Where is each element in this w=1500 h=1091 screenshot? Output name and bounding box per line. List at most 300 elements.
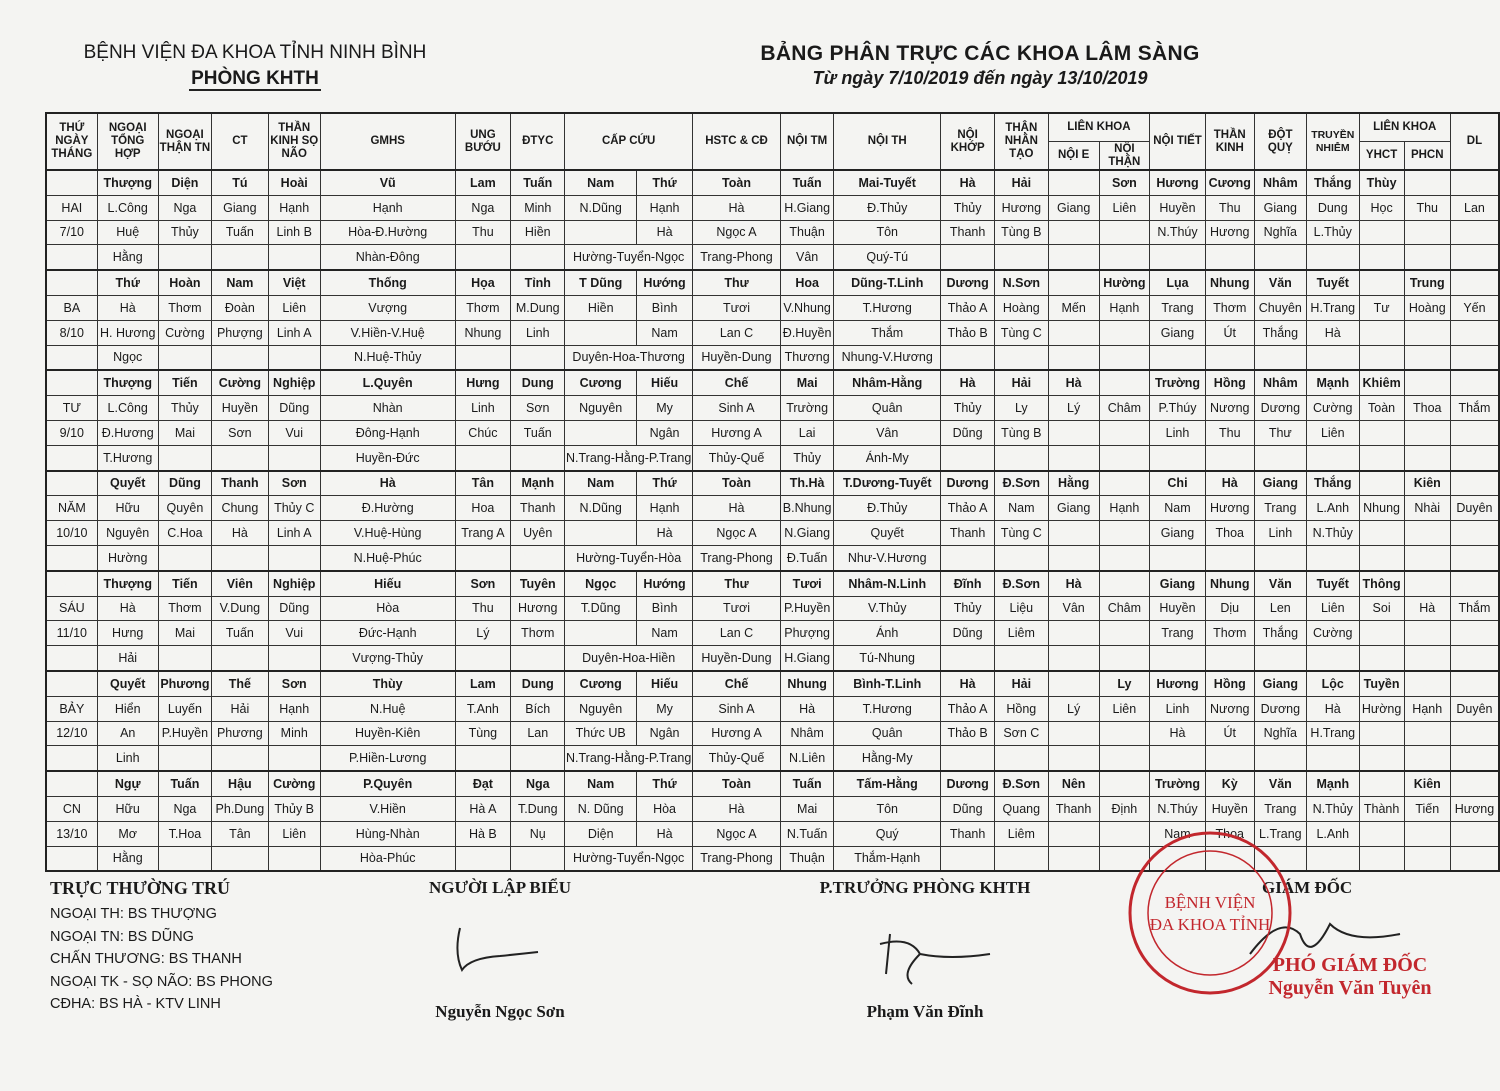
schedule-cell: Vui bbox=[268, 420, 320, 445]
schedule-cell: Út bbox=[1205, 320, 1254, 345]
schedule-cell: Thủy bbox=[781, 445, 834, 470]
schedule-cell: Tùng C bbox=[995, 320, 1049, 345]
schedule-cell bbox=[1099, 721, 1150, 746]
schedule-cell: Cường bbox=[268, 771, 320, 796]
schedule-cell: My bbox=[637, 396, 693, 421]
schedule-cell: Thanh bbox=[941, 220, 995, 245]
schedule-cell: Nhung bbox=[781, 671, 834, 696]
schedule-cell: Vượng-Thủy bbox=[320, 646, 455, 671]
day-cell bbox=[46, 170, 97, 195]
schedule-cell bbox=[1254, 646, 1306, 671]
deputy-title: PHÓ GIÁM ĐỐC bbox=[1272, 954, 1428, 976]
schedule-cell: Bình-T.Linh bbox=[834, 671, 941, 696]
schedule-cell: Giang bbox=[1254, 671, 1306, 696]
schedule-cell: Hưng bbox=[455, 370, 511, 395]
schedule-cell bbox=[1205, 345, 1254, 370]
schedule-cell: Tùng C bbox=[995, 521, 1049, 546]
schedule-cell: Thủy bbox=[158, 220, 211, 245]
schedule-cell bbox=[511, 846, 565, 871]
schedule-row bbox=[46, 621, 1499, 646]
schedule-cell: Huyền bbox=[1150, 195, 1206, 220]
schedule-cell: N.Thủy bbox=[1306, 521, 1359, 546]
day-cell: SÁU bbox=[46, 596, 97, 621]
schedule-cell bbox=[1099, 345, 1150, 370]
schedule-cell bbox=[1450, 245, 1499, 270]
schedule-cell bbox=[1404, 245, 1450, 270]
schedule-row bbox=[46, 771, 1499, 796]
director-title: GIÁM ĐỐC bbox=[1262, 878, 1353, 897]
schedule-cell: Toàn bbox=[693, 471, 781, 496]
schedule-cell: L.Anh bbox=[1306, 496, 1359, 521]
day-cell bbox=[46, 471, 97, 496]
schedule-cell bbox=[158, 445, 211, 470]
schedule-cell bbox=[1150, 545, 1206, 570]
schedule-cell: Thượng bbox=[97, 571, 158, 596]
schedule-cell bbox=[1404, 846, 1450, 871]
schedule-cell: Hà bbox=[637, 821, 693, 846]
schedule-cell: T.Hoa bbox=[158, 821, 211, 846]
schedule-cell: Ngọc bbox=[97, 345, 158, 370]
schedule-cell: Hướng bbox=[637, 270, 693, 295]
schedule-cell: Lan bbox=[511, 721, 565, 746]
schedule-cell bbox=[511, 445, 565, 470]
schedule-cell: Thủy-Quế bbox=[693, 445, 781, 470]
schedule-cell: Thơm bbox=[158, 596, 211, 621]
schedule-cell bbox=[1150, 345, 1206, 370]
schedule-cell: Hạnh bbox=[637, 496, 693, 521]
schedule-cell bbox=[1450, 621, 1499, 646]
schedule-cell: Thùy bbox=[320, 671, 455, 696]
schedule-cell: H.Giang bbox=[781, 646, 834, 671]
schedule-cell: Ngọc bbox=[565, 571, 637, 596]
schedule-cell: Huyền-Đức bbox=[320, 445, 455, 470]
schedule-cell bbox=[1099, 646, 1150, 671]
schedule-cell bbox=[1359, 270, 1404, 295]
schedule-cell bbox=[1450, 270, 1499, 295]
schedule-body bbox=[46, 170, 1499, 871]
schedule-cell bbox=[1404, 220, 1450, 245]
schedule-cell: Nam bbox=[1150, 496, 1206, 521]
schedule-cell: Hải bbox=[995, 671, 1049, 696]
schedule-cell: Luyến bbox=[158, 696, 211, 721]
schedule-cell: Đ.Sơn bbox=[995, 571, 1049, 596]
schedule-cell: Dịu bbox=[1205, 596, 1254, 621]
schedule-cell bbox=[1099, 746, 1150, 771]
schedule-cell bbox=[1359, 545, 1404, 570]
schedule-cell: Học bbox=[1359, 195, 1404, 220]
schedule-row bbox=[46, 521, 1499, 546]
schedule-cell: Dũng bbox=[268, 396, 320, 421]
schedule-cell: Phương bbox=[212, 721, 269, 746]
schedule-cell: Chế bbox=[693, 671, 781, 696]
schedule-cell bbox=[941, 345, 995, 370]
schedule-cell: Văn bbox=[1254, 771, 1306, 796]
schedule-cell: Hạnh bbox=[1099, 295, 1150, 320]
schedule-cell: Giang bbox=[1254, 195, 1306, 220]
schedule-cell: Mai bbox=[158, 621, 211, 646]
schedule-cell bbox=[455, 646, 511, 671]
schedule-cell: Lộc bbox=[1306, 671, 1359, 696]
schedule-cell: Toàn bbox=[693, 170, 781, 195]
schedule-cell bbox=[1099, 320, 1150, 345]
schedule-cell: Tỉnh bbox=[511, 270, 565, 295]
schedule-cell: Hà bbox=[941, 671, 995, 696]
schedule-cell: Thanh bbox=[511, 496, 565, 521]
schedule-cell: Hưng bbox=[97, 621, 158, 646]
schedule-cell: Nga bbox=[511, 771, 565, 796]
schedule-cell: Thắm bbox=[1450, 396, 1499, 421]
day-cell: 11/10 bbox=[46, 621, 97, 646]
schedule-cell: Châm bbox=[1099, 396, 1150, 421]
schedule-cell: Hòa bbox=[637, 796, 693, 821]
schedule-cell: Tấm-Hằng bbox=[834, 771, 941, 796]
schedule-cell bbox=[941, 245, 995, 270]
schedule-cell: Liêm bbox=[995, 821, 1049, 846]
schedule-cell: Linh bbox=[1150, 696, 1206, 721]
schedule-cell: Út bbox=[1205, 721, 1254, 746]
schedule-cell: Thu bbox=[1404, 195, 1450, 220]
schedule-cell bbox=[1099, 571, 1150, 596]
schedule-cell: Tân bbox=[455, 471, 511, 496]
schedule-cell: Nương bbox=[1205, 696, 1254, 721]
schedule-cell bbox=[1048, 220, 1099, 245]
schedule-cell bbox=[1048, 646, 1099, 671]
schedule-cell: Bích bbox=[511, 696, 565, 721]
schedule-cell bbox=[1359, 445, 1404, 470]
schedule-cell: Hà bbox=[1306, 320, 1359, 345]
schedule-row bbox=[46, 596, 1499, 621]
day-cell bbox=[46, 771, 97, 796]
schedule-cell: Tiến bbox=[158, 370, 211, 395]
schedule-cell bbox=[1048, 270, 1099, 295]
col-dl: DL bbox=[1450, 113, 1499, 170]
col-phcn: PHCN bbox=[1404, 142, 1450, 171]
schedule-row bbox=[46, 746, 1499, 771]
schedule-cell bbox=[268, 545, 320, 570]
schedule-cell: N.Sơn bbox=[995, 270, 1049, 295]
schedule-cell: Nguyên bbox=[565, 696, 637, 721]
schedule-cell bbox=[158, 345, 211, 370]
schedule-cell: Len bbox=[1254, 596, 1306, 621]
schedule-cell bbox=[511, 646, 565, 671]
col-truyen-nhiem: TRUYỀN NHIỄM bbox=[1306, 113, 1359, 170]
schedule-cell: V.Thủy bbox=[834, 596, 941, 621]
schedule-cell: Dương bbox=[941, 270, 995, 295]
schedule-cell: Hồng bbox=[1205, 370, 1254, 395]
header-left bbox=[0, 42, 510, 90]
schedule-cell: N.Giang bbox=[781, 521, 834, 546]
schedule-cell: Nhung-V.Hương bbox=[834, 345, 941, 370]
schedule-cell: Thơm bbox=[1205, 621, 1254, 646]
schedule-cell: Dung bbox=[511, 671, 565, 696]
schedule-cell: Sinh A bbox=[693, 396, 781, 421]
schedule-cell bbox=[565, 420, 637, 445]
schedule-cell: V.Hiền bbox=[320, 796, 455, 821]
schedule-cell: Nam bbox=[565, 471, 637, 496]
schedule-row bbox=[46, 646, 1499, 671]
schedule-cell: V.Nhung bbox=[781, 295, 834, 320]
col-cap-cuu: CẤP CỨU bbox=[565, 113, 693, 170]
schedule-cell: Đĩnh bbox=[941, 571, 995, 596]
col-ct: CT bbox=[212, 113, 269, 170]
schedule-cell: Nghiệp bbox=[268, 370, 320, 395]
day-cell: 10/10 bbox=[46, 521, 97, 546]
schedule-cell: Diện bbox=[158, 170, 211, 195]
head-title: P.TRƯỞNG PHÒNG KHTH bbox=[819, 878, 1031, 897]
schedule-cell: Hà bbox=[1048, 370, 1099, 395]
schedule-cell: Tùng bbox=[455, 721, 511, 746]
schedule-cell: Hà bbox=[212, 521, 269, 546]
prepared-by-name: Nguyễn Ngọc Sơn bbox=[435, 1002, 565, 1021]
schedule-cell bbox=[1205, 545, 1254, 570]
schedule-cell: Thanh bbox=[212, 471, 269, 496]
schedule-cell bbox=[511, 746, 565, 771]
schedule-cell bbox=[1306, 545, 1359, 570]
schedule-cell: Nên bbox=[1048, 771, 1099, 796]
schedule-cell: Thắm bbox=[834, 320, 941, 345]
schedule-cell: Sơn bbox=[212, 420, 269, 445]
schedule-cell: Hà bbox=[1404, 596, 1450, 621]
schedule-cell: V.Hiền-V.Huệ bbox=[320, 320, 455, 345]
schedule-cell: Liên bbox=[1099, 195, 1150, 220]
schedule-cell: Thức UB bbox=[565, 721, 637, 746]
schedule-cell bbox=[158, 846, 211, 871]
schedule-cell bbox=[941, 746, 995, 771]
col-noi-khop: NỘI KHỚP bbox=[941, 113, 995, 170]
schedule-cell: Hùng-Nhàn bbox=[320, 821, 455, 846]
schedule-row bbox=[46, 696, 1499, 721]
schedule-cell: Dũng bbox=[941, 796, 995, 821]
col-noi-th: NỘI TH bbox=[834, 113, 941, 170]
schedule-cell: N.Thúy bbox=[1150, 220, 1206, 245]
schedule-cell: Nguyên bbox=[565, 396, 637, 421]
schedule-cell: L.Công bbox=[97, 195, 158, 220]
schedule-cell: Thắng bbox=[1254, 320, 1306, 345]
schedule-cell: Thuận bbox=[781, 220, 834, 245]
schedule-cell: Tôn bbox=[834, 220, 941, 245]
schedule-cell: Th.Hà bbox=[781, 471, 834, 496]
schedule-cell: Tuấn bbox=[212, 220, 269, 245]
schedule-cell bbox=[1450, 170, 1499, 195]
day-cell: TƯ bbox=[46, 396, 97, 421]
schedule-cell bbox=[1306, 345, 1359, 370]
schedule-cell: Hải bbox=[212, 696, 269, 721]
day-cell: NĂM bbox=[46, 496, 97, 521]
schedule-cell bbox=[1404, 521, 1450, 546]
schedule-cell: Phương bbox=[158, 671, 211, 696]
schedule-cell: Thảo B bbox=[941, 320, 995, 345]
resident-duty-line: NGOẠI TN: BS DŨNG bbox=[50, 928, 194, 945]
schedule-cell: Thu bbox=[1205, 195, 1254, 220]
schedule-cell: Thảo A bbox=[941, 696, 995, 721]
schedule-cell: H.Trang bbox=[1306, 295, 1359, 320]
schedule-cell bbox=[1048, 721, 1099, 746]
schedule-cell bbox=[1450, 445, 1499, 470]
schedule-cell: Trang A bbox=[455, 521, 511, 546]
schedule-cell: Tiến bbox=[1404, 796, 1450, 821]
schedule-cell bbox=[1450, 746, 1499, 771]
schedule-cell: Cường bbox=[212, 370, 269, 395]
schedule-cell bbox=[1404, 571, 1450, 596]
schedule-cell bbox=[1099, 370, 1150, 395]
schedule-cell: Lụa bbox=[1150, 270, 1206, 295]
day-cell: BA bbox=[46, 295, 97, 320]
schedule-cell: Thượng bbox=[97, 170, 158, 195]
schedule-cell: Liên bbox=[1099, 696, 1150, 721]
schedule-cell: Hiếu bbox=[637, 671, 693, 696]
schedule-cell: Giang bbox=[212, 195, 269, 220]
schedule-cell: Chúc bbox=[455, 420, 511, 445]
schedule-cell: Chi bbox=[1150, 471, 1206, 496]
schedule-cell: Hà bbox=[97, 295, 158, 320]
schedule-cell bbox=[1205, 746, 1254, 771]
schedule-cell: Nam bbox=[995, 496, 1049, 521]
schedule-cell: Thơm bbox=[1205, 295, 1254, 320]
schedule-cell: Tùng B bbox=[995, 420, 1049, 445]
schedule-cell: Nghĩa bbox=[1254, 220, 1306, 245]
schedule-row bbox=[46, 170, 1499, 195]
schedule-cell: Hướng bbox=[637, 571, 693, 596]
schedule-cell bbox=[1359, 746, 1404, 771]
schedule-cell: Cường bbox=[1306, 396, 1359, 421]
day-cell bbox=[46, 370, 97, 395]
schedule-cell bbox=[565, 621, 637, 646]
schedule-cell: Trang bbox=[1150, 295, 1206, 320]
day-cell: HAI bbox=[46, 195, 97, 220]
schedule-cell: Ngọc A bbox=[693, 220, 781, 245]
schedule-cell bbox=[1359, 471, 1404, 496]
schedule-cell: N.Thủy bbox=[1306, 796, 1359, 821]
schedule-cell: N.Trang-Hằng-P.Trang bbox=[565, 445, 693, 470]
schedule-cell: Cường bbox=[158, 320, 211, 345]
schedule-cell: Khiêm bbox=[1359, 370, 1404, 395]
header-right bbox=[700, 42, 1260, 89]
schedule-cell bbox=[1048, 821, 1099, 846]
schedule-row bbox=[46, 345, 1499, 370]
schedule-cell: N.Huệ bbox=[320, 696, 455, 721]
schedule-cell: Thơm bbox=[511, 621, 565, 646]
schedule-cell: Hương bbox=[1150, 170, 1206, 195]
schedule-cell: Linh B bbox=[268, 220, 320, 245]
schedule-cell: Hiển bbox=[97, 696, 158, 721]
schedule-cell: Lan C bbox=[693, 320, 781, 345]
schedule-cell: Sơn C bbox=[995, 721, 1049, 746]
prepared-by-title: NGƯỜI LẬP BIỂU bbox=[428, 878, 571, 897]
schedule-cell bbox=[268, 245, 320, 270]
col-noi-than: NỘI THẬN bbox=[1099, 142, 1150, 171]
col-noi-e: NỘI E bbox=[1048, 142, 1099, 171]
schedule-cell bbox=[1359, 420, 1404, 445]
schedule-cell: Hà bbox=[320, 471, 455, 496]
col-day: THỨ NGÀY THÁNG bbox=[46, 113, 97, 170]
schedule-cell: Sơn bbox=[268, 471, 320, 496]
schedule-cell: Hường bbox=[1359, 696, 1404, 721]
schedule-cell: Hữu bbox=[97, 796, 158, 821]
schedule-cell: Nam bbox=[637, 621, 693, 646]
schedule-cell: Tươi bbox=[693, 596, 781, 621]
schedule-cell: Phượng bbox=[212, 320, 269, 345]
schedule-cell bbox=[1404, 445, 1450, 470]
schedule-cell: Đ.Huyền bbox=[781, 320, 834, 345]
schedule-cell: Tươi bbox=[781, 571, 834, 596]
schedule-cell bbox=[1048, 545, 1099, 570]
hospital-name: BỆNH VIỆN ĐA KHOA TỈNH NINH BÌNH bbox=[83, 42, 427, 63]
schedule-cell: Hương A bbox=[693, 721, 781, 746]
schedule-cell bbox=[1404, 545, 1450, 570]
col-ung-buou: UNG BƯỚU bbox=[455, 113, 511, 170]
schedule-cell bbox=[1359, 220, 1404, 245]
day-cell bbox=[46, 646, 97, 671]
schedule-cell bbox=[1048, 846, 1099, 871]
schedule-cell: Tuấn bbox=[212, 621, 269, 646]
schedule-cell: Đ.Hương bbox=[97, 420, 158, 445]
col-hstc-cd: HSTC & CĐ bbox=[693, 113, 781, 170]
schedule-cell bbox=[941, 445, 995, 470]
schedule-cell: Trường bbox=[781, 396, 834, 421]
schedule-cell bbox=[565, 521, 637, 546]
schedule-cell: Thu bbox=[1205, 420, 1254, 445]
schedule-cell: Dũng bbox=[941, 420, 995, 445]
schedule-cell bbox=[1450, 471, 1499, 496]
schedule-cell bbox=[1048, 245, 1099, 270]
schedule-cell: Giang bbox=[1150, 521, 1206, 546]
schedule-cell: N.Thúy bbox=[1150, 796, 1206, 821]
schedule-cell: Duyên bbox=[1450, 696, 1499, 721]
schedule-cell: Hữu bbox=[97, 496, 158, 521]
schedule-cell bbox=[268, 846, 320, 871]
schedule-row bbox=[46, 220, 1499, 245]
schedule-cell: Đạt bbox=[455, 771, 511, 796]
schedule-cell: Mến bbox=[1048, 295, 1099, 320]
schedule-cell: Linh A bbox=[268, 521, 320, 546]
schedule-cell: Quý-Tú bbox=[834, 245, 941, 270]
schedule-cell bbox=[511, 345, 565, 370]
schedule-cell: Thoa bbox=[1404, 396, 1450, 421]
schedule-cell bbox=[1099, 545, 1150, 570]
schedule-cell bbox=[1404, 345, 1450, 370]
schedule-cell bbox=[1150, 245, 1206, 270]
schedule-cell: Thượng bbox=[97, 370, 158, 395]
schedule-cell: Thơm bbox=[455, 295, 511, 320]
schedule-cell: Cương bbox=[565, 671, 637, 696]
schedule-cell: Thứ bbox=[637, 471, 693, 496]
schedule-cell: C.Hoa bbox=[158, 521, 211, 546]
department-name: PHÒNG KHTH bbox=[191, 68, 319, 89]
schedule-cell bbox=[995, 345, 1049, 370]
col-noi-tiet: NỘI TIẾT bbox=[1150, 113, 1206, 170]
schedule-cell: Hoàng bbox=[995, 295, 1049, 320]
schedule-cell: N.Dũng bbox=[565, 496, 637, 521]
schedule-cell: Vũ bbox=[320, 170, 455, 195]
schedule-cell: Hiền bbox=[511, 220, 565, 245]
schedule-cell: Nga bbox=[158, 195, 211, 220]
schedule-cell: Quyết bbox=[834, 521, 941, 546]
schedule-cell: Trang-Phong bbox=[693, 245, 781, 270]
schedule-cell: Cương bbox=[1205, 170, 1254, 195]
schedule-cell: Nam bbox=[212, 270, 269, 295]
schedule-cell bbox=[268, 345, 320, 370]
schedule-cell bbox=[1404, 420, 1450, 445]
schedule-cell: Thắm-Hạnh bbox=[834, 846, 941, 871]
document-date-range: Từ ngày 7/10/2019 đến ngày 13/10/2019 bbox=[812, 68, 1148, 88]
schedule-cell: Châm bbox=[1099, 596, 1150, 621]
schedule-cell: Liên bbox=[268, 821, 320, 846]
schedule-cell: Trang bbox=[1254, 796, 1306, 821]
day-cell bbox=[46, 245, 97, 270]
schedule-cell: Thắng bbox=[1306, 471, 1359, 496]
schedule-cell: Ngân bbox=[637, 721, 693, 746]
schedule-cell bbox=[1254, 245, 1306, 270]
